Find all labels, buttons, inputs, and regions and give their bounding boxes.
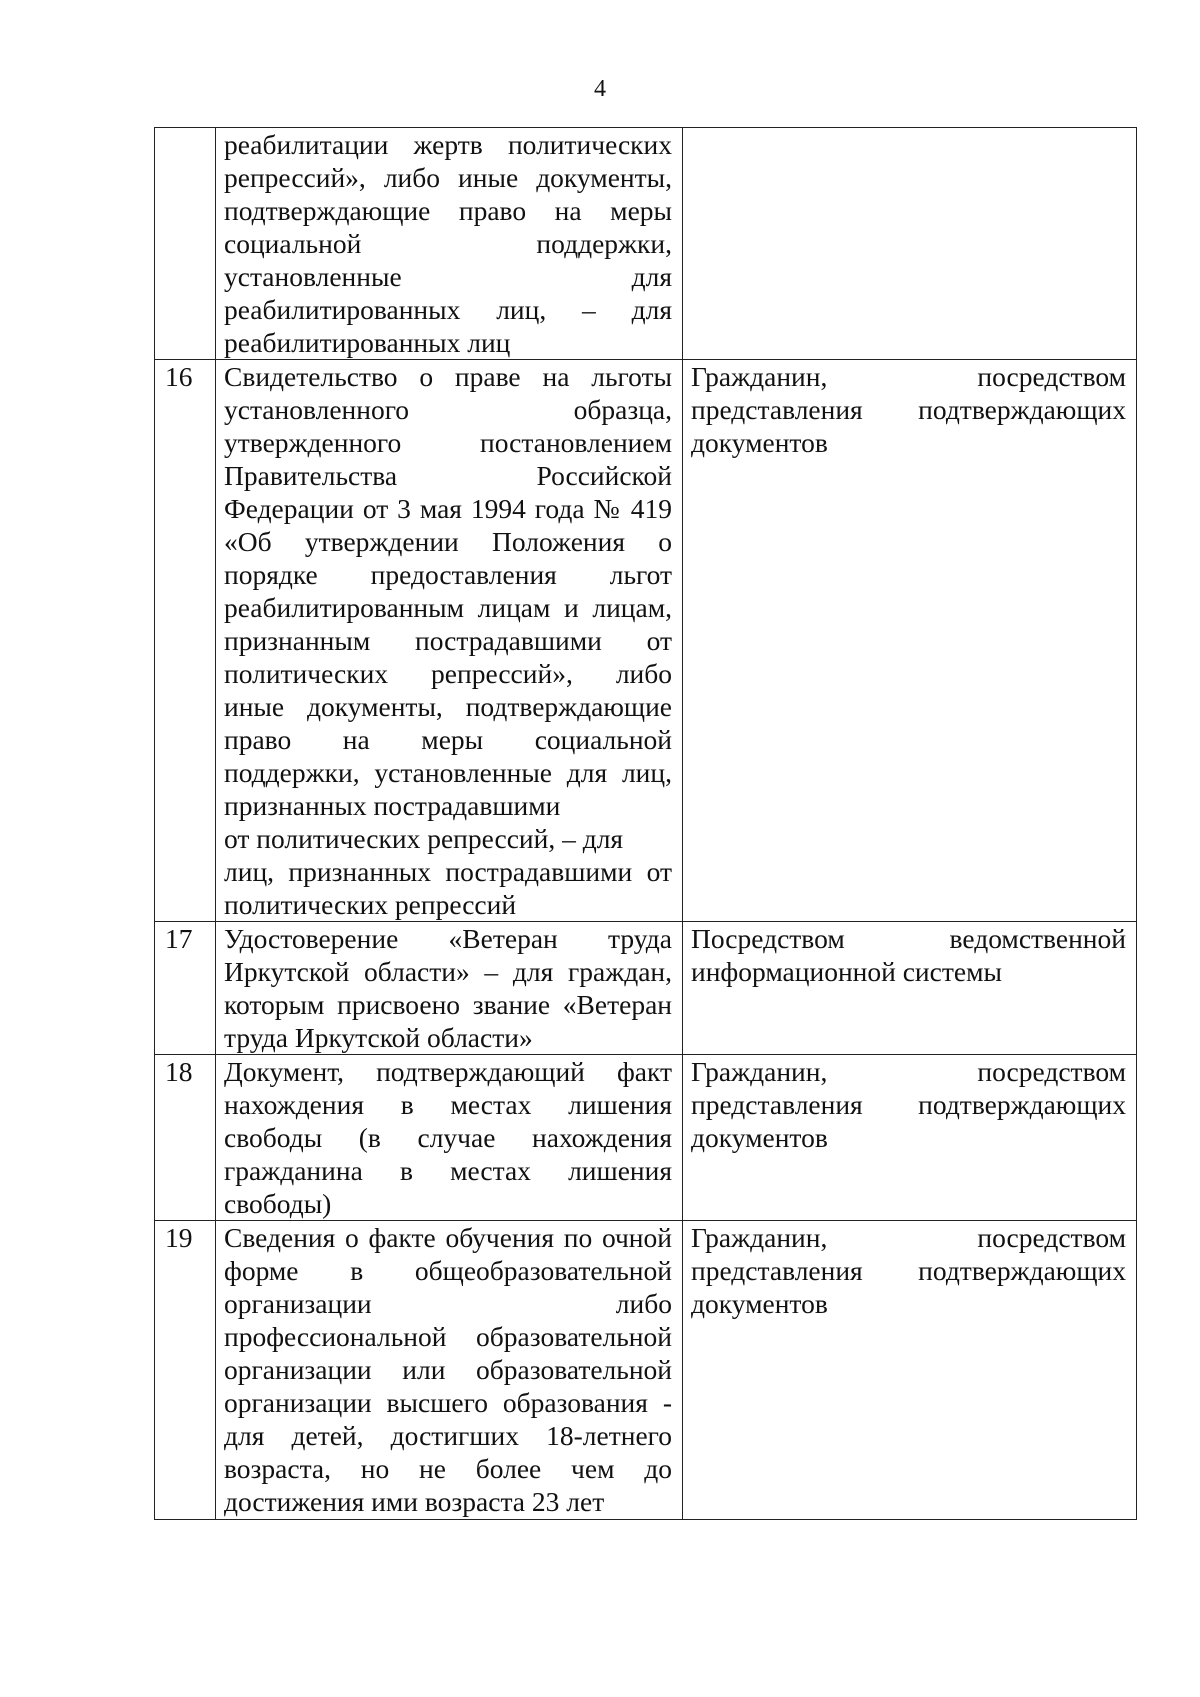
source-text-line: Посредством ведомственной (691, 923, 1126, 954)
document-text-line: организации высшего образования - (224, 1387, 672, 1418)
source-text-line: документов (691, 1288, 828, 1319)
source-cell (683, 1221, 1137, 1520)
document-text-line: иные документы, подтверждающие (224, 691, 672, 722)
document-text-line: установленные для (224, 261, 672, 292)
source-text-line: документов (691, 1122, 828, 1153)
document-text-line: от политических репрессий, – для (224, 823, 624, 854)
document-text-line: свободы (в случае нахождения (224, 1122, 672, 1153)
document-text-line: реабилитации жертв политических (224, 129, 672, 160)
document-text-line: труда Иркутской области» (224, 1022, 533, 1053)
table-row (155, 922, 1137, 1055)
source-cell (683, 922, 1137, 1055)
source-text-line: информационной системы (691, 956, 1002, 987)
document-text-line: политических репрессий (224, 889, 517, 920)
document-cell (216, 360, 683, 922)
document-text-line: гражданина в местах лишения (224, 1155, 672, 1186)
source-cell (683, 1055, 1137, 1221)
row-number: 19 (155, 1221, 216, 1520)
table-row (155, 1055, 1137, 1221)
document-text-line: реабилитированных лиц (224, 327, 511, 358)
document-text-line: Документ, подтверждающий факт (224, 1056, 672, 1087)
document-text-line: которым присвоено звание «Ветеран (224, 989, 672, 1020)
document-text-line: профессиональной образовательной (224, 1321, 672, 1352)
document-text-line: порядке предоставления льгот (224, 559, 672, 590)
document-text-line: реабилитированных лиц, – для (224, 294, 672, 325)
table-row (155, 128, 1137, 360)
source-cell (683, 128, 1137, 360)
document-text-line: утвержденного постановлением (224, 427, 672, 458)
document-text-line: Правительства Российской (224, 460, 672, 491)
table-row (155, 360, 1137, 922)
document-text-line: Удостоверение «Ветеран труда (224, 923, 672, 954)
row-number (155, 128, 216, 360)
document-cell (216, 1055, 683, 1221)
document-text-line: подтверждающие право на меры (224, 195, 672, 226)
document-text-line: лиц, признанных пострадавшими от (224, 856, 672, 887)
document-text-line: свободы) (224, 1188, 332, 1219)
row-number: 16 (155, 360, 216, 922)
document-text-line: нахождения в местах лишения (224, 1089, 672, 1120)
document-text-line: Федерации от 3 мая 1994 года № 419 (224, 493, 672, 524)
document-text-line: Сведения о факте обучения по очной (224, 1222, 672, 1253)
document-text-line: Свидетельство о праве на льготы (224, 361, 672, 392)
row-number: 18 (155, 1055, 216, 1221)
document-text-line: организации или образовательной (224, 1354, 672, 1385)
document-text-line: достижения ими возраста 23 лет (224, 1486, 605, 1517)
document-text-line: «Об утверждении Положения о (224, 526, 672, 557)
source-text-line: представления подтверждающих (691, 394, 1126, 425)
source-text-line: документов (691, 427, 828, 458)
document-text-line: признанных пострадавшими (224, 790, 561, 821)
document-text-line: поддержки, установленные для лиц, (224, 757, 672, 788)
source-text-line: представления подтверждающих (691, 1089, 1126, 1120)
page-number: 4 (594, 76, 606, 102)
source-text-line: представления подтверждающих (691, 1255, 1126, 1286)
document-text-line: политических репрессий», либо (224, 658, 672, 689)
documents-table (154, 127, 1137, 1520)
document-text-line: право на меры социальной (224, 724, 672, 755)
table-row (155, 1221, 1137, 1520)
row-number: 17 (155, 922, 216, 1055)
source-text-line: Гражданин, посредством (691, 1222, 1126, 1253)
document-text-line: установленного образца, (224, 394, 672, 425)
document-text-line: для детей, достигших 18-летнего (224, 1420, 672, 1451)
document-text-line: признанным пострадавшими от (224, 625, 672, 656)
document-text-line: форме в общеобразовательной (224, 1255, 672, 1286)
source-cell (683, 360, 1137, 922)
document-cell (216, 1221, 683, 1520)
document-text-line: Иркутской области» – для граждан, (224, 956, 672, 987)
source-text-line: Гражданин, посредством (691, 1056, 1126, 1087)
document-cell (216, 128, 683, 360)
document-cell (216, 922, 683, 1055)
document-text-line: организации либо (224, 1288, 672, 1319)
document-text-line: возраста, но не более чем до (224, 1453, 672, 1484)
source-text-line: Гражданин, посредством (691, 361, 1126, 392)
document-text-line: социальной поддержки, (224, 228, 672, 259)
document-text-line: репрессий», либо иные документы, (224, 162, 672, 193)
document-text-line: реабилитированным лицам и лицам, (224, 592, 672, 623)
